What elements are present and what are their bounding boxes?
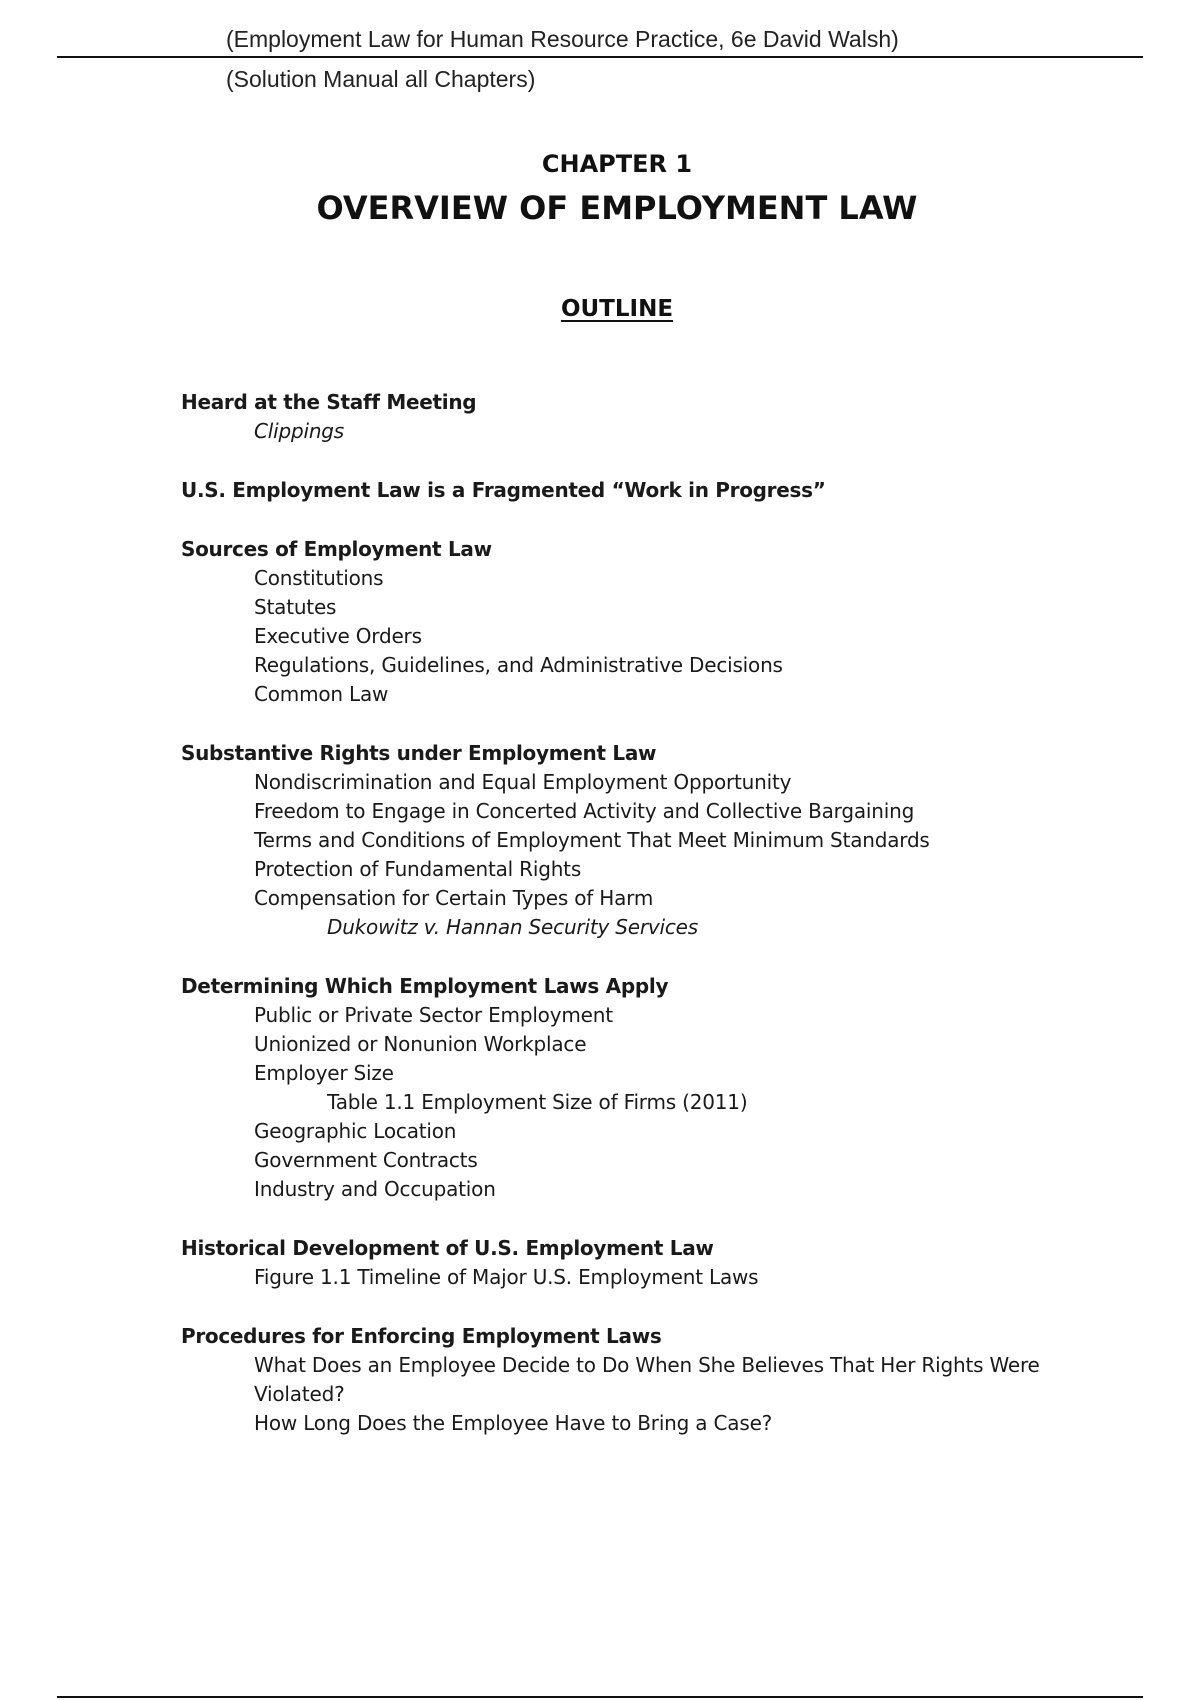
outline-table-reference: Table 1.1 Employment Size of Firms (2011) [327,1090,748,1114]
section-title: Substantive Rights under Employment Law [181,741,657,765]
outline-case-citation: Dukowitz v. Hannan Security Services [327,915,698,939]
outline-item: Constitutions [254,566,384,590]
outline-item: Regulations, Guidelines, and Administrative Decisions [254,653,783,677]
footer-rule [57,1696,1143,1698]
outline-item: Executive Orders [254,624,422,648]
outline-item: What Does an Employee Decide to Do When She Believes That Her Rights Were Violated? [254,1353,1040,1406]
section-title: Procedures for Enforcing Employment Laws [181,1324,662,1348]
section-title: Heard at the Staff Meeting [181,390,477,414]
outline-section-substantive-rights [181,739,1101,942]
outline-item: Protection of Fundamental Rights [254,857,582,881]
outline-item: Geographic Location [254,1119,457,1143]
chapter-title: OVERVIEW OF EMPLOYMENT LAW [316,189,918,227]
outline-section-sources [181,535,1101,709]
outline-item: Statutes [254,595,337,619]
outline-item: Clippings [254,419,345,443]
header-rule [57,56,1143,58]
outline-item: Public or Private Sector Employment [254,1003,613,1027]
chapter-outline [181,388,1101,1468]
outline-section-enforcement-procedures [181,1322,1101,1438]
outline-item: Terms and Conditions of Employment That Meet Minimum Standards [254,828,930,852]
outline-section-fragmented [181,476,1101,505]
section-title: Sources of Employment Law [181,537,492,561]
outline-item: Unionized or Nonunion Workplace [254,1032,587,1056]
outline-item: Common Law [254,682,389,706]
book-title-header: (Employment Law for Human Resource Practice, 6e David Walsh) [226,26,899,52]
chapter-number: CHAPTER 1 [541,150,693,178]
outline-item: Employer Size [254,1061,394,1085]
outline-item: How Long Does the Employee Have to Bring a Case? [254,1411,773,1435]
outline-item: Government Contracts [254,1148,478,1172]
outline-item: Nondiscrimination and Equal Employment Opportunity [254,770,792,794]
section-title: U.S. Employment Law is a Fragmented “Work in Progress” [181,478,826,502]
outline-item: Industry and Occupation [254,1177,496,1201]
outline-item: Figure 1.1 Timeline of Major U.S. Employment Laws [254,1265,759,1289]
section-title: Determining Which Employment Laws Apply [181,974,669,998]
outline-section-historical-development [181,1234,1101,1292]
section-title: Historical Development of U.S. Employment Law [181,1236,714,1260]
outline-item: Freedom to Engage in Concerted Activity and Collective Bargaining [254,799,915,823]
solution-manual-header: (Solution Manual all Chapters) [226,66,536,92]
outline-section-staff-meeting [181,388,1101,446]
outline-section-which-laws-apply [181,972,1101,1204]
outline-heading: OUTLINE [560,296,674,322]
outline-item: Compensation for Certain Types of Harm [254,886,654,910]
